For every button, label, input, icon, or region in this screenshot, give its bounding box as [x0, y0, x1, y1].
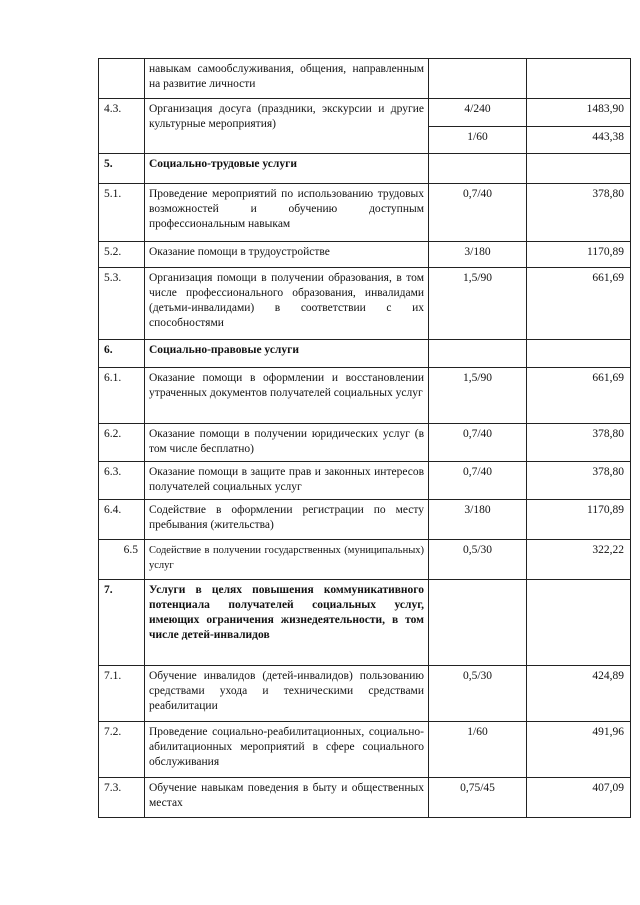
price-cell: 1483,90	[527, 99, 631, 127]
table-row	[99, 184, 631, 242]
price-cell: 407,09	[527, 778, 631, 818]
table-row	[99, 99, 631, 127]
row-number: 6.4.	[99, 500, 145, 540]
table-row	[99, 268, 631, 340]
table-row	[99, 242, 631, 268]
volume-cell: 0,7/40	[429, 184, 527, 242]
volume-cell	[429, 340, 527, 368]
volume-cell	[429, 154, 527, 184]
price-cell: 1170,89	[527, 242, 631, 268]
price-cell: 378,80	[527, 424, 631, 462]
service-description: Оказание помощи в получении юридических услуг (в том числе бесплатно)	[145, 424, 429, 462]
service-description: Содействие в оформлении регистрации по месту пребывания (жительства)	[145, 500, 429, 540]
table-row	[99, 59, 631, 99]
row-number: 7.3.	[99, 778, 145, 818]
row-number: 5.2.	[99, 242, 145, 268]
row-number: 4.3.	[99, 99, 145, 154]
price-cell	[527, 580, 631, 666]
price-cell: 661,69	[527, 268, 631, 340]
section-title: Социально-трудовые услуги	[145, 154, 429, 184]
table-row	[99, 666, 631, 722]
service-description: Оказание помощи в оформлении и восстановлении утраченных документов получателей социальных услуг	[145, 368, 429, 424]
section-row	[99, 580, 631, 666]
volume-cell: 0,7/40	[429, 462, 527, 500]
table-row	[99, 462, 631, 500]
service-description: Организация досуга (праздники, экскурсии и другие культурные мероприятия)	[145, 99, 429, 154]
table-row	[99, 722, 631, 778]
volume-cell: 0,7/40	[429, 424, 527, 462]
table-row	[99, 540, 631, 580]
service-description: навыкам самообслуживания, общения, направленным на развитие личности	[145, 59, 429, 99]
volume-cell: 4/240	[429, 99, 527, 127]
price-cell: 378,80	[527, 184, 631, 242]
section-number: 7.	[99, 580, 145, 666]
row-number: 7.1.	[99, 666, 145, 722]
row-number	[99, 59, 145, 99]
service-description: Проведение мероприятий по использованию трудовых возможностей и обучению доступным профессиональным навыкам	[145, 184, 429, 242]
service-description: Оказание помощи в защите прав и законных интересов получателей социальных услуг	[145, 462, 429, 500]
volume-cell: 3/180	[429, 500, 527, 540]
volume-cell	[429, 580, 527, 666]
price-cell: 443,38	[527, 127, 631, 154]
section-number: 6.	[99, 340, 145, 368]
table-row	[99, 368, 631, 424]
services-table	[98, 58, 631, 818]
price-cell: 1170,89	[527, 500, 631, 540]
section-number: 5.	[99, 154, 145, 184]
volume-cell: 3/180	[429, 242, 527, 268]
volume-cell	[429, 59, 527, 99]
price-cell: 378,80	[527, 462, 631, 500]
row-number: 6.5	[99, 540, 145, 580]
price-cell: 322,22	[527, 540, 631, 580]
table-row	[99, 500, 631, 540]
row-number: 5.1.	[99, 184, 145, 242]
section-title: Социально-правовые услуги	[145, 340, 429, 368]
service-description: Содействие в получении государственных (муниципальных) услуг	[145, 540, 429, 580]
row-number: 6.1.	[99, 368, 145, 424]
service-description: Проведение социально-реабилитационных, социально-абилитационных мероприятий в сфере социального обслуживания	[145, 722, 429, 778]
row-number: 6.3.	[99, 462, 145, 500]
section-row	[99, 154, 631, 184]
volume-cell: 0,75/45	[429, 778, 527, 818]
volume-cell: 0,5/30	[429, 666, 527, 722]
price-cell	[527, 340, 631, 368]
volume-cell: 1/60	[429, 722, 527, 778]
table-row	[99, 778, 631, 818]
volume-cell: 1/60	[429, 127, 527, 154]
table-row	[99, 424, 631, 462]
row-number: 7.2.	[99, 722, 145, 778]
service-description: Организация помощи в получении образования, в том числе профессионального образования, инвалидами (детьми-инвалидами) в соответствии с их способностями	[145, 268, 429, 340]
service-description: Обучение инвалидов (детей-инвалидов) пользованию средствами ухода и техническими средствами реабилитации	[145, 666, 429, 722]
price-cell: 661,69	[527, 368, 631, 424]
volume-cell: 1,5/90	[429, 368, 527, 424]
volume-cell: 1,5/90	[429, 268, 527, 340]
price-cell	[527, 154, 631, 184]
service-description: Обучение навыкам поведения в быту и общественных местах	[145, 778, 429, 818]
row-number: 6.2.	[99, 424, 145, 462]
volume-cell: 0,5/30	[429, 540, 527, 580]
service-description: Оказание помощи в трудоустройстве	[145, 242, 429, 268]
section-row	[99, 340, 631, 368]
price-cell	[527, 59, 631, 99]
row-number: 5.3.	[99, 268, 145, 340]
price-cell: 491,96	[527, 722, 631, 778]
price-cell: 424,89	[527, 666, 631, 722]
section-title: Услуги в целях повышения коммуникативного потенциала получателей социальных услуг, имеющих ограничения жизнедеятельности, в том числе детей-инвалидов	[145, 580, 429, 666]
